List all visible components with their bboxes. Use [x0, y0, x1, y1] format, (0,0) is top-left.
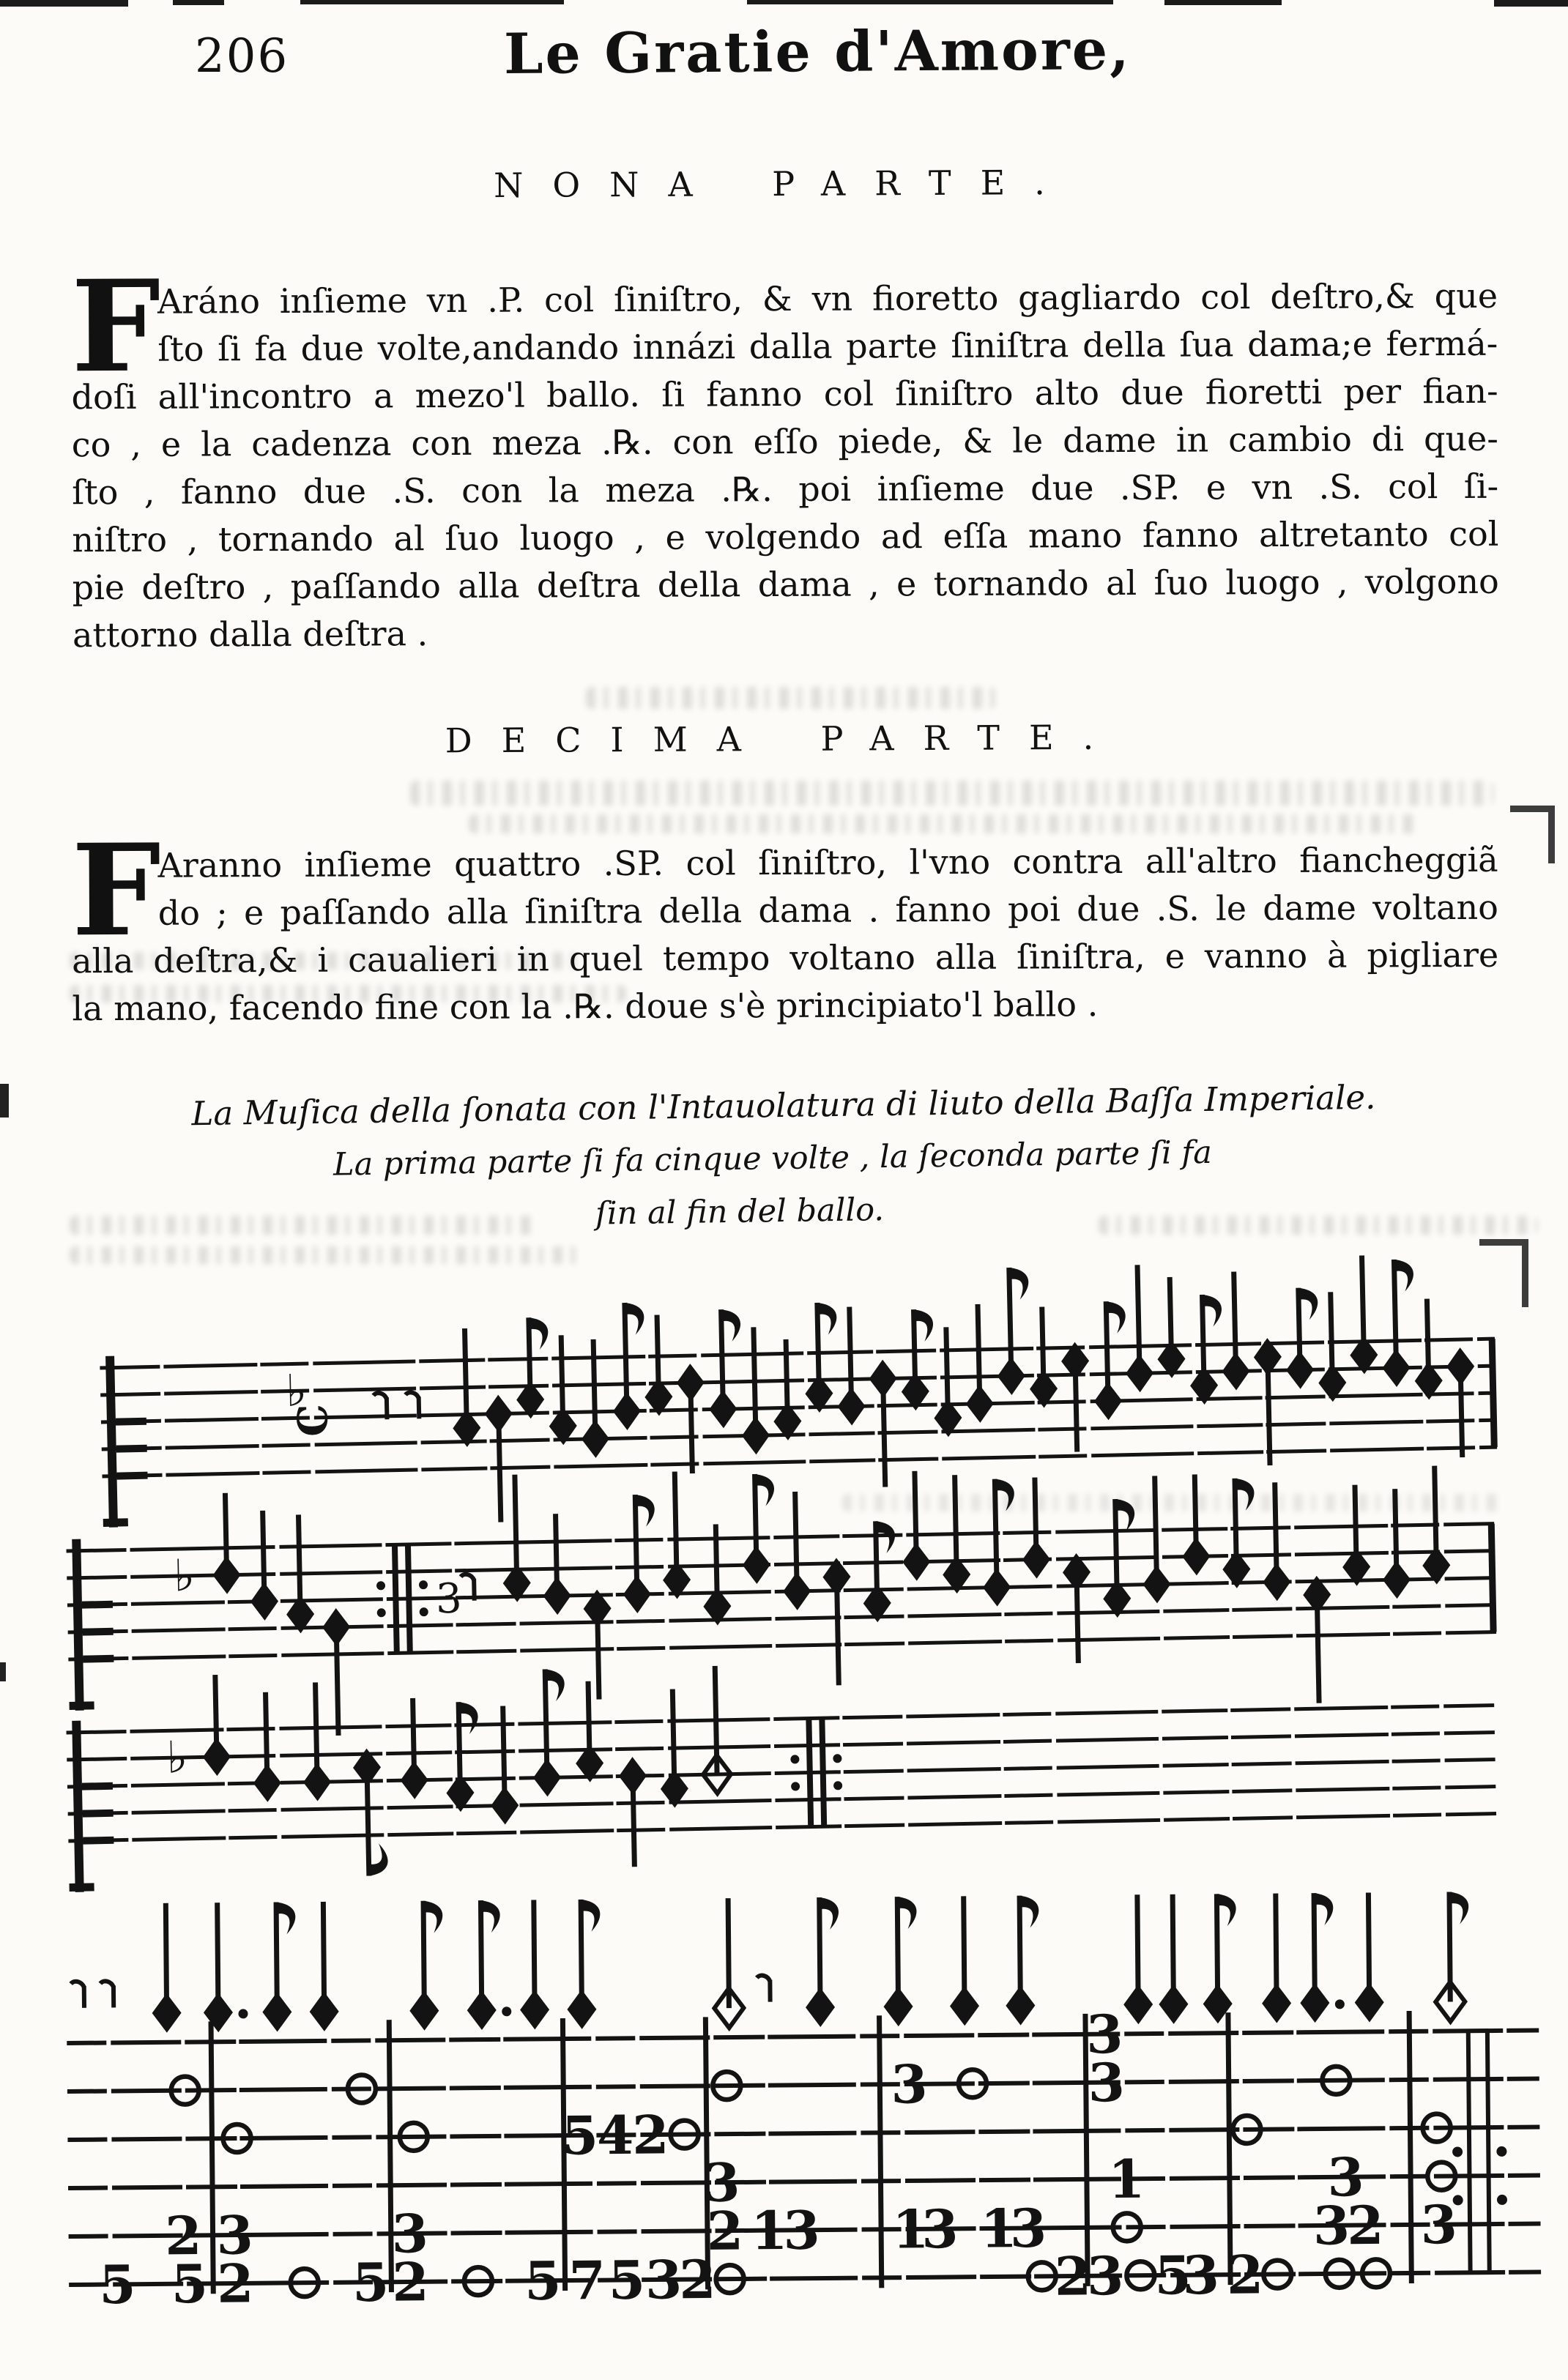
decima-parte-paragraph — [71, 815, 1499, 1033]
svg-text:3: 3 — [1327, 2146, 1365, 2209]
text-line: la mano, facendo fine con la .℞. doue s'è principiato'l ballo . — [72, 984, 1099, 1029]
svg-text:3: 3 — [703, 2151, 740, 2214]
svg-text:3: 3 — [391, 2202, 429, 2265]
svg-text:2: 2 — [1054, 2245, 1092, 2308]
svg-text:5: 5 — [608, 2248, 646, 2312]
svg-text:3: 3 — [1009, 2196, 1047, 2260]
svg-text:5: 5 — [171, 2252, 209, 2316]
svg-text:2: 2 — [1226, 2243, 1264, 2306]
svg-text:3: 3 — [1085, 2002, 1123, 2066]
svg-text:1: 1 — [750, 2198, 788, 2262]
bleedthrough-text-ghost — [469, 814, 1421, 833]
svg-text:♭: ♭ — [173, 1550, 196, 1602]
svg-text:3: 3 — [1312, 2194, 1350, 2257]
nona-parte-paragraph — [70, 251, 1499, 659]
scan-edge-artifact — [1494, 0, 1568, 7]
section-heading-nona-parte: NONA PARTE. — [494, 162, 1074, 206]
svg-text:2: 2 — [631, 2103, 669, 2166]
svg-text:3: 3 — [921, 2197, 959, 2261]
drop-cap-initial: F — [70, 251, 161, 401]
page-number: 206 — [195, 29, 289, 83]
svg-text:5: 5 — [352, 2250, 390, 2314]
svg-text:4: 4 — [596, 2103, 634, 2167]
text-line: co , e la cadenza con meza .℞. con eſſo piede, & le dame in cambio di que- — [71, 418, 1498, 465]
svg-text:3: 3 — [435, 1574, 463, 1624]
svg-text:1: 1 — [1107, 2147, 1145, 2211]
scan-edge-artifact — [173, 0, 224, 5]
svg-text:5: 5 — [1154, 2244, 1192, 2307]
scan-edge-artifact — [300, 0, 564, 4]
bleedthrough-text-ghost — [410, 781, 1494, 806]
margin-ink-mark — [1479, 1239, 1528, 1307]
scan-edge-artifact — [0, 1662, 6, 1681]
svg-text:2: 2 — [706, 2199, 744, 2262]
svg-text:3: 3 — [644, 2248, 683, 2311]
lute-tablature-system — [65, 1862, 1541, 2329]
svg-text:2: 2 — [1346, 2193, 1384, 2257]
svg-text:1: 1 — [980, 2197, 1018, 2260]
svg-text:1: 1 — [891, 2198, 929, 2261]
text-line: do ; e paſſando alla ſiniſtra della dama . fanno poi due .S. le dame voltano — [157, 887, 1498, 933]
scan-edge-artifact — [747, 0, 1113, 4]
mensural-staff-1 — [100, 1339, 1497, 1479]
svg-text:3: 3 — [783, 2198, 820, 2261]
text-line: pie deſtro , paſſando alla deſtra della dama , e tornando al ſuo luogo , volgono — [72, 561, 1499, 608]
svg-text:5: 5 — [99, 2253, 136, 2316]
svg-text:♭: ♭ — [166, 1732, 188, 1784]
text-line: niſtro , tornando al ſuo luogo , e volgendo ad eſſa mano fanno altretanto col — [72, 513, 1499, 560]
running-title: Le Gratie d'Amore, — [503, 17, 1132, 86]
svg-text:3: 3 — [891, 2053, 928, 2116]
scan-edge-artifact — [0, 1084, 9, 1118]
svg-text:3: 3 — [216, 2204, 254, 2266]
margin-ink-mark — [1510, 806, 1555, 863]
svg-text:7: 7 — [568, 2249, 606, 2312]
text-line: doſi all'incontro a mezo'l ballo. ſi fanno col ſiniſtro alto due fioretti per fian- — [71, 371, 1498, 417]
caption-line: La Muſica della ſonata con l'Intauolatura di liuto della Baſſa Imperiale. — [191, 1077, 1376, 1134]
caption-line: ſin al fin del ballo. — [595, 1191, 885, 1232]
svg-text:3: 3 — [1088, 2050, 1126, 2114]
svg-text:C: C — [289, 1403, 338, 1438]
drop-cap-initial: F — [71, 815, 162, 965]
text-line: ſto , fanno due .S. con la meza .℞. poi inſieme due .SP. e vn .S. col ſi- — [72, 466, 1499, 513]
section-heading-decima-parte: DECIMA PARTE. — [445, 717, 1123, 761]
svg-text:2: 2 — [164, 2204, 202, 2267]
scan-edge-artifact — [1164, 0, 1282, 5]
text-line: ſto ſi fa due volte,andando innázi dalla parte ſiniſtra della ſua dama;e fermá- — [157, 323, 1498, 369]
svg-text:3: 3 — [1182, 2243, 1220, 2307]
svg-text:2: 2 — [216, 2252, 254, 2315]
svg-text:♭: ♭ — [285, 1365, 308, 1418]
svg-text:5: 5 — [524, 2249, 562, 2313]
bleedthrough-text-ghost — [842, 1494, 1501, 1511]
mensural-staff-3 — [67, 1706, 1497, 1844]
music-caption — [70, 1069, 1500, 1247]
text-line: attorno dalla deſtra . — [72, 614, 428, 655]
svg-text:2: 2 — [392, 2250, 429, 2313]
text-line: alla deſtra,& i caualieri in quel tempo voltano alla ſiniſtra, e vanno à pigliare — [72, 934, 1499, 981]
svg-text:3: 3 — [1420, 2193, 1458, 2256]
caption-line: La prima parte ſi fa cinque volte , la ſeconda parte ſi fa — [332, 1134, 1213, 1183]
svg-text:2: 2 — [678, 2247, 716, 2311]
svg-text:3: 3 — [1086, 2244, 1124, 2308]
svg-text:5: 5 — [561, 2104, 599, 2167]
mensural-staff-2 — [67, 1524, 1497, 1662]
text-line: Aráno inſieme vn .P. col ſiniſtro, & vn fioretto gagliardo col deſtro,& que — [157, 275, 1498, 321]
scan-edge-artifact — [0, 0, 128, 7]
bleedthrough-text-ghost — [586, 687, 996, 709]
bleedthrough-text-ghost — [70, 1246, 582, 1264]
text-line: Aranno inſieme quattro .SP. col ſiniſtro, l'vno contra all'altro fiancheggiã — [157, 839, 1498, 885]
